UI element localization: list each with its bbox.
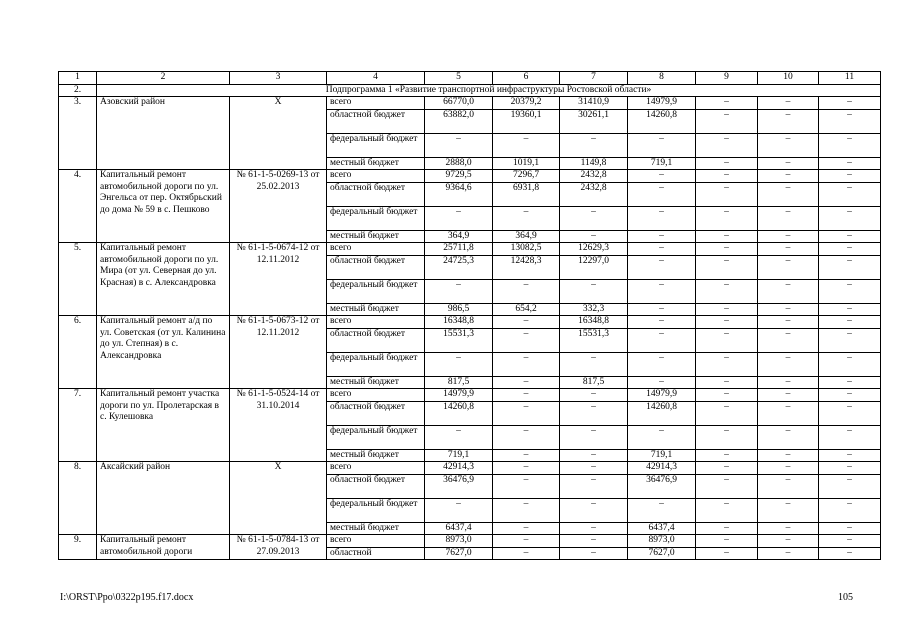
value-cell: – bbox=[560, 133, 628, 157]
object-name: Капитальный ремонт автомобильной дороги по ул. Мира (от ул. Северная до ул. Красная) в с. Александровка bbox=[97, 243, 230, 316]
value-cell: – bbox=[696, 425, 758, 449]
value-cell: 654,2 bbox=[493, 303, 560, 316]
value-cell: – bbox=[560, 474, 628, 498]
column-number: 9 bbox=[696, 72, 758, 85]
value-cell: 42914,3 bbox=[628, 462, 696, 475]
funding-source-label: областной бюджет bbox=[327, 182, 425, 206]
value-cell: – bbox=[493, 522, 560, 535]
value-cell: – bbox=[696, 182, 758, 206]
funding-source-label: всего bbox=[327, 462, 425, 475]
funding-source-label: местный бюджет bbox=[327, 376, 425, 389]
column-number: 8 bbox=[628, 72, 696, 85]
funding-source-label: всего bbox=[327, 243, 425, 256]
value-cell: – bbox=[758, 547, 819, 560]
value-cell: – bbox=[758, 170, 819, 183]
value-cell: – bbox=[560, 352, 628, 376]
value-cell: 719,1 bbox=[628, 449, 696, 462]
funding-source-label: всего bbox=[327, 316, 425, 329]
funding-source-label: местный бюджет bbox=[327, 230, 425, 243]
value-cell: – bbox=[696, 535, 758, 548]
value-cell: – bbox=[819, 352, 881, 376]
value-cell: – bbox=[493, 352, 560, 376]
value-cell: – bbox=[819, 206, 881, 230]
value-cell: – bbox=[628, 206, 696, 230]
value-cell: – bbox=[819, 522, 881, 535]
value-cell: – bbox=[628, 230, 696, 243]
value-cell: – bbox=[696, 206, 758, 230]
value-cell: – bbox=[628, 352, 696, 376]
value-cell: – bbox=[628, 303, 696, 316]
value-cell: – bbox=[758, 535, 819, 548]
document-ref: № 61-1-5-0524-14 от 31.10.2014 bbox=[230, 389, 327, 462]
value-cell: – bbox=[560, 206, 628, 230]
value-cell: – bbox=[696, 522, 758, 535]
value-cell: – bbox=[696, 547, 758, 560]
object-name: Аксайский район bbox=[97, 462, 230, 535]
value-cell: – bbox=[493, 498, 560, 522]
funding-source-label: всего bbox=[327, 535, 425, 548]
value-cell: – bbox=[493, 425, 560, 449]
value-cell: – bbox=[493, 328, 560, 352]
value-cell: – bbox=[758, 328, 819, 352]
value-cell: – bbox=[819, 303, 881, 316]
value-cell: 817,5 bbox=[425, 376, 493, 389]
document-ref: Х bbox=[230, 462, 327, 535]
funding-source-label: областной бюджет bbox=[327, 474, 425, 498]
value-cell: – bbox=[696, 401, 758, 425]
value-cell: – bbox=[560, 535, 628, 548]
row-number: 2. bbox=[59, 84, 97, 97]
value-cell: 12428,3 bbox=[493, 255, 560, 279]
funding-source-label: областной бюджет bbox=[327, 109, 425, 133]
table-row bbox=[59, 316, 881, 329]
value-cell: 2432,8 bbox=[560, 170, 628, 183]
value-cell: – bbox=[696, 97, 758, 110]
document-ref: Х bbox=[230, 97, 327, 170]
value-cell: – bbox=[560, 389, 628, 402]
funding-source-label: областной bbox=[327, 547, 425, 560]
table-row bbox=[59, 243, 881, 256]
value-cell: 36476,9 bbox=[628, 474, 696, 498]
funding-source-label: областной бюджет bbox=[327, 255, 425, 279]
funding-source-label: всего bbox=[327, 170, 425, 183]
document-ref: № 61-1-5-0269-13 от 25.02.2013 bbox=[230, 170, 327, 243]
value-cell: 30261,1 bbox=[560, 109, 628, 133]
value-cell: 2888,0 bbox=[425, 157, 493, 170]
value-cell: – bbox=[758, 243, 819, 256]
value-cell: – bbox=[425, 425, 493, 449]
value-cell: – bbox=[819, 243, 881, 256]
object-name: Капитальный ремонт участка дороги по ул. Пролетарская в с. Кулешовка bbox=[97, 389, 230, 462]
value-cell: – bbox=[493, 401, 560, 425]
funding-source-label: федеральный бюджет bbox=[327, 206, 425, 230]
value-cell: – bbox=[493, 535, 560, 548]
value-cell: 8973,0 bbox=[628, 535, 696, 548]
value-cell: – bbox=[758, 474, 819, 498]
value-cell: 332,3 bbox=[560, 303, 628, 316]
row-number: 6. bbox=[59, 316, 97, 389]
value-cell: – bbox=[493, 389, 560, 402]
value-cell: 7296,7 bbox=[493, 170, 560, 183]
value-cell: – bbox=[819, 97, 881, 110]
value-cell: – bbox=[696, 255, 758, 279]
value-cell: – bbox=[628, 498, 696, 522]
value-cell: – bbox=[628, 182, 696, 206]
funding-source-label: местный бюджет bbox=[327, 303, 425, 316]
table-row bbox=[59, 170, 881, 183]
table-row bbox=[59, 535, 881, 548]
value-cell: – bbox=[493, 206, 560, 230]
value-cell: 14979,9 bbox=[628, 389, 696, 402]
value-cell: – bbox=[696, 133, 758, 157]
value-cell: – bbox=[560, 279, 628, 303]
value-cell: 42914,3 bbox=[425, 462, 493, 475]
document-ref: № 61-1-5-0673-12 от 12.11.2012 bbox=[230, 316, 327, 389]
value-cell: 364,9 bbox=[493, 230, 560, 243]
value-cell: 719,1 bbox=[628, 157, 696, 170]
funding-source-label: федеральный бюджет bbox=[327, 425, 425, 449]
value-cell: – bbox=[425, 352, 493, 376]
value-cell: 2432,8 bbox=[560, 182, 628, 206]
value-cell: – bbox=[758, 449, 819, 462]
value-cell: – bbox=[758, 401, 819, 425]
value-cell: – bbox=[696, 316, 758, 329]
value-cell: – bbox=[758, 206, 819, 230]
value-cell: – bbox=[628, 170, 696, 183]
value-cell: 6437,4 bbox=[425, 522, 493, 535]
value-cell: – bbox=[628, 328, 696, 352]
value-cell: – bbox=[493, 462, 560, 475]
column-number: 3 bbox=[230, 72, 327, 85]
value-cell: – bbox=[425, 206, 493, 230]
value-cell: 24725,3 bbox=[425, 255, 493, 279]
value-cell: 6931,8 bbox=[493, 182, 560, 206]
value-cell: – bbox=[819, 401, 881, 425]
value-cell: – bbox=[819, 425, 881, 449]
value-cell: – bbox=[819, 462, 881, 475]
value-cell: – bbox=[696, 376, 758, 389]
value-cell: – bbox=[493, 133, 560, 157]
value-cell: – bbox=[696, 170, 758, 183]
value-cell: – bbox=[493, 376, 560, 389]
value-cell: 13082,5 bbox=[493, 243, 560, 256]
value-cell: – bbox=[425, 279, 493, 303]
value-cell: – bbox=[696, 243, 758, 256]
header-row bbox=[59, 72, 881, 85]
value-cell: – bbox=[758, 389, 819, 402]
funding-source-label: областной бюджет bbox=[327, 328, 425, 352]
value-cell: – bbox=[819, 376, 881, 389]
footer-file-path: I:\ORST\Ppo\0322p195.f17.docx bbox=[60, 592, 194, 603]
value-cell: – bbox=[758, 230, 819, 243]
column-number: 5 bbox=[425, 72, 493, 85]
value-cell: 20379,2 bbox=[493, 97, 560, 110]
value-cell: – bbox=[758, 182, 819, 206]
value-cell: – bbox=[560, 401, 628, 425]
value-cell: – bbox=[819, 316, 881, 329]
value-cell: – bbox=[819, 133, 881, 157]
value-cell: 14260,8 bbox=[628, 401, 696, 425]
row-number: 3. bbox=[59, 97, 97, 170]
value-cell: 14979,9 bbox=[425, 389, 493, 402]
value-cell: – bbox=[696, 474, 758, 498]
value-cell: – bbox=[758, 462, 819, 475]
value-cell: – bbox=[758, 498, 819, 522]
value-cell: – bbox=[560, 462, 628, 475]
value-cell: – bbox=[560, 547, 628, 560]
value-cell: – bbox=[819, 109, 881, 133]
value-cell: – bbox=[758, 133, 819, 157]
row-number: 9. bbox=[59, 535, 97, 560]
column-number: 4 bbox=[327, 72, 425, 85]
value-cell: – bbox=[628, 279, 696, 303]
value-cell: 12629,3 bbox=[560, 243, 628, 256]
funding-source-label: всего bbox=[327, 97, 425, 110]
value-cell: 12297,0 bbox=[560, 255, 628, 279]
value-cell: 7627,0 bbox=[628, 547, 696, 560]
value-cell: – bbox=[493, 547, 560, 560]
value-cell: – bbox=[819, 328, 881, 352]
funding-source-label: местный бюджет bbox=[327, 449, 425, 462]
value-cell: – bbox=[628, 133, 696, 157]
subprogram-title: Подпрограмма 1 «Развитие транспортной инфраструктуры Ростовской области» bbox=[97, 84, 881, 97]
table-body bbox=[59, 72, 881, 560]
value-cell: 1019,1 bbox=[493, 157, 560, 170]
value-cell: – bbox=[758, 425, 819, 449]
object-name: Капитальный ремонт автомобильной дороги по ул. Энгельса от пер. Октябрьский до дома № 59 в с. Пешково bbox=[97, 170, 230, 243]
object-name: Азовский район bbox=[97, 97, 230, 170]
value-cell: – bbox=[758, 303, 819, 316]
object-name: Капитальный ремонт автомобильной дороги bbox=[97, 535, 230, 560]
value-cell: – bbox=[758, 157, 819, 170]
value-cell: – bbox=[819, 474, 881, 498]
table-row bbox=[59, 462, 881, 475]
funding-source-label: федеральный бюджет bbox=[327, 352, 425, 376]
value-cell: – bbox=[758, 316, 819, 329]
value-cell: – bbox=[819, 449, 881, 462]
value-cell: – bbox=[696, 157, 758, 170]
column-number: 1 bbox=[59, 72, 97, 85]
funding-source-label: местный бюджет bbox=[327, 522, 425, 535]
value-cell: – bbox=[425, 498, 493, 522]
value-cell: 9364,6 bbox=[425, 182, 493, 206]
row-number: 7. bbox=[59, 389, 97, 462]
column-number: 7 bbox=[560, 72, 628, 85]
value-cell: 14260,8 bbox=[628, 109, 696, 133]
value-cell: – bbox=[493, 279, 560, 303]
column-number: 10 bbox=[758, 72, 819, 85]
value-cell: – bbox=[819, 170, 881, 183]
value-cell: – bbox=[819, 182, 881, 206]
funding-source-label: федеральный бюджет bbox=[327, 133, 425, 157]
value-cell: – bbox=[758, 376, 819, 389]
value-cell: – bbox=[696, 279, 758, 303]
value-cell: – bbox=[758, 522, 819, 535]
value-cell: – bbox=[819, 255, 881, 279]
value-cell: – bbox=[560, 230, 628, 243]
table-row bbox=[59, 389, 881, 402]
value-cell: – bbox=[758, 109, 819, 133]
value-cell: – bbox=[628, 425, 696, 449]
value-cell: – bbox=[696, 449, 758, 462]
document-ref: № 61-1-5-0674-12 от 12.11.2012 bbox=[230, 243, 327, 316]
value-cell: 1149,8 bbox=[560, 157, 628, 170]
value-cell: – bbox=[819, 547, 881, 560]
value-cell: – bbox=[628, 255, 696, 279]
value-cell: 14260,8 bbox=[425, 401, 493, 425]
value-cell: – bbox=[696, 109, 758, 133]
funding-source-label: всего bbox=[327, 389, 425, 402]
value-cell: – bbox=[696, 328, 758, 352]
row-number: 4. bbox=[59, 170, 97, 243]
value-cell: – bbox=[628, 243, 696, 256]
value-cell: 63882,0 bbox=[425, 109, 493, 133]
value-cell: – bbox=[696, 230, 758, 243]
value-cell: – bbox=[758, 255, 819, 279]
value-cell: – bbox=[819, 498, 881, 522]
value-cell: 719,1 bbox=[425, 449, 493, 462]
value-cell: 25711,8 bbox=[425, 243, 493, 256]
value-cell: – bbox=[758, 352, 819, 376]
value-cell: 19360,1 bbox=[493, 109, 560, 133]
value-cell: 15531,3 bbox=[425, 328, 493, 352]
value-cell: – bbox=[493, 316, 560, 329]
value-cell: – bbox=[696, 352, 758, 376]
value-cell: – bbox=[758, 279, 819, 303]
value-cell: – bbox=[696, 303, 758, 316]
value-cell: – bbox=[758, 97, 819, 110]
row-number: 8. bbox=[59, 462, 97, 535]
value-cell: 36476,9 bbox=[425, 474, 493, 498]
value-cell: 16348,8 bbox=[560, 316, 628, 329]
value-cell: – bbox=[819, 279, 881, 303]
page-number: 105 bbox=[838, 592, 853, 603]
value-cell: – bbox=[819, 389, 881, 402]
funding-source-label: федеральный бюджет bbox=[327, 279, 425, 303]
value-cell: – bbox=[628, 316, 696, 329]
table-row bbox=[59, 97, 881, 110]
value-cell: – bbox=[696, 462, 758, 475]
value-cell: 9729,5 bbox=[425, 170, 493, 183]
row-number: 5. bbox=[59, 243, 97, 316]
value-cell: 6437,4 bbox=[628, 522, 696, 535]
value-cell: – bbox=[560, 449, 628, 462]
subprogram-row bbox=[59, 84, 881, 97]
value-cell: – bbox=[493, 449, 560, 462]
value-cell: 66770,0 bbox=[425, 97, 493, 110]
value-cell: 364,9 bbox=[425, 230, 493, 243]
budget-table bbox=[58, 71, 881, 560]
object-name: Капитальный ремонт а/д по ул. Советская (от ул. Калинина до ул. Степная) в с. Александровка bbox=[97, 316, 230, 389]
funding-source-label: областной бюджет bbox=[327, 401, 425, 425]
value-cell: – bbox=[696, 389, 758, 402]
column-number: 11 bbox=[819, 72, 881, 85]
value-cell: – bbox=[819, 535, 881, 548]
value-cell: – bbox=[493, 474, 560, 498]
value-cell: 8973,0 bbox=[425, 535, 493, 548]
value-cell: – bbox=[696, 498, 758, 522]
value-cell: 14979,9 bbox=[628, 97, 696, 110]
value-cell: 15531,3 bbox=[560, 328, 628, 352]
value-cell: – bbox=[425, 133, 493, 157]
column-number: 6 bbox=[493, 72, 560, 85]
value-cell: – bbox=[819, 230, 881, 243]
value-cell: – bbox=[628, 376, 696, 389]
column-number: 2 bbox=[97, 72, 230, 85]
value-cell: 31410,9 bbox=[560, 97, 628, 110]
value-cell: 986,5 bbox=[425, 303, 493, 316]
document-ref: № 61-1-5-0784-13 от 27.09.2013 bbox=[230, 535, 327, 560]
value-cell: – bbox=[560, 522, 628, 535]
value-cell: 16348,8 bbox=[425, 316, 493, 329]
value-cell: 817,5 bbox=[560, 376, 628, 389]
value-cell: 7627,0 bbox=[425, 547, 493, 560]
value-cell: – bbox=[560, 498, 628, 522]
funding-source-label: федеральный бюджет bbox=[327, 498, 425, 522]
value-cell: – bbox=[819, 157, 881, 170]
funding-source-label: местный бюджет bbox=[327, 157, 425, 170]
value-cell: – bbox=[560, 425, 628, 449]
